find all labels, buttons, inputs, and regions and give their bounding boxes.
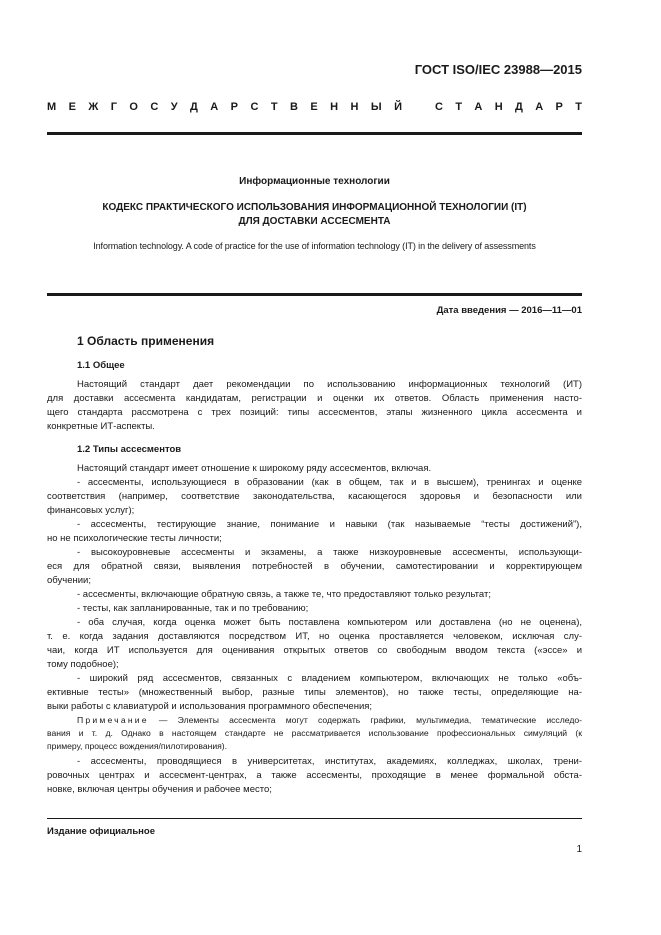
english-title: Information technology. A code of practice for the use of information technology (IT) in the delivery of assessments xyxy=(93,241,536,251)
section-heading: 1 Область применения xyxy=(77,334,215,348)
header-rule xyxy=(47,132,582,135)
note-label: Примечание xyxy=(77,715,149,725)
note-line: вания и т. д. Однако в настоящем стандарте не рассматривается использование профессиональных симуляций (к xyxy=(47,728,582,738)
banner-letter: Т xyxy=(455,101,463,113)
text-line: соответствия (например, соответствие законодательства, касающегося здоровья и безопасности или xyxy=(47,491,582,502)
banner-letter: М xyxy=(47,101,57,113)
text-line: - высокоуровневые ассесменты и экзамены, а также низкоуровневые ассесменты, использующи- xyxy=(77,547,582,558)
banner-letter: Р xyxy=(555,101,563,113)
note-text: — Элементы ассесмента могут содержать графики, мультимедиа, тематические исследо- xyxy=(148,715,582,725)
banner-letter: А xyxy=(474,101,483,113)
page-number: 1 xyxy=(576,844,582,855)
text-line: - оба случая, когда оценка может быть поставлена компьютером или доставлена (но не оценена), xyxy=(77,617,582,628)
subsection-heading-types: 1.2 Типы ассесментов xyxy=(77,444,182,455)
text-line: финансовых услуг); xyxy=(47,505,135,516)
edition-label: Издание официальное xyxy=(47,826,155,837)
text-line: - ассесменты, включающие обратную связь, а также те, что предоставляют только результат; xyxy=(77,589,491,600)
effective-date: Дата введения — 2016—11—01 xyxy=(436,305,582,316)
banner-letter: С xyxy=(435,101,443,113)
banner-letter: А xyxy=(210,101,219,113)
banner-letter: Ж xyxy=(88,101,99,113)
subject-title: Информационные технологии xyxy=(239,176,390,187)
text-line: еся для обратной связи, выявления потребностей в обучении, самотестировании и корректирующем xyxy=(47,561,582,572)
banner-letter: С xyxy=(150,101,159,113)
types-list xyxy=(47,462,582,714)
document-title-line: ДЛЯ ДОСТАВКИ АССЕСМЕНТА xyxy=(238,216,391,227)
note-block xyxy=(47,714,582,753)
note-line xyxy=(47,714,582,727)
banner-word-standard xyxy=(435,101,582,113)
standard-code: ГОСТ ISO/IEC 23988—2015 xyxy=(414,62,582,77)
subsection-heading-general: 1.1 Общее xyxy=(77,360,125,371)
document-title-line: КОДЕКС ПРАКТИЧЕСКОГО ИСПОЛЬЗОВАНИЯ ИНФОРМАЦИОННОЙ ТЕХНОЛОГИИ (IT) xyxy=(102,202,527,213)
banner-letter: Д xyxy=(190,101,198,113)
text-line: Настоящий стандарт дает рекомендации по использованию информационных технологий (ИТ) xyxy=(77,379,582,390)
banner-letter: Е xyxy=(68,101,76,113)
text-line: - широкий ряд ассесментов, связанных с владением компьютером, включающих не только «объ- xyxy=(77,673,582,684)
banner-letter: Т xyxy=(270,101,278,113)
text-line: обучении; xyxy=(47,575,91,586)
text-line: тому подобное); xyxy=(47,659,119,670)
banner-letter: Е xyxy=(310,101,318,113)
text-line: т. е. когда задания доставляются посредством ИТ, но оценка проставляется человеком, исключая слу- xyxy=(47,631,582,642)
note-line: примеру, процесс вождения/пилотирования). xyxy=(47,741,228,751)
text-line: ровочных центрах и ассесмент-центрах, а также ассесменты, проходящие в менее формальной обста- xyxy=(47,770,582,781)
banner-letter: Н xyxy=(330,101,339,113)
text-line: но не психологические тесты личности; xyxy=(47,533,222,544)
standard-banner xyxy=(47,101,582,113)
banner-letter: Г xyxy=(110,101,117,113)
footer-rule xyxy=(47,818,582,819)
banner-letter: Н xyxy=(494,101,503,113)
text-line: ективные тесты» (множественный выбор, разные типы элементов), но также тесты, определяющие на- xyxy=(47,687,582,698)
text-line: выки работы с клавиатурой и использования программного обеспечения; xyxy=(47,701,373,712)
banner-letter: У xyxy=(170,101,178,113)
text-line: - тесты, как запланированные, так и по требованию; xyxy=(77,603,309,614)
text-line: - ассесменты, использующиеся в образовании (как в общем, так и в высшем), тренингах и оценке xyxy=(77,477,582,488)
text-line: - ассесменты, тестирующие знание, понимание и навыки (так называемые “тесты достижений”), xyxy=(77,519,582,530)
banner-letter: В xyxy=(289,101,298,113)
banner-letter: Ы xyxy=(370,101,382,113)
banner-letter: С xyxy=(250,101,259,113)
banner-word-interstate xyxy=(47,101,402,113)
banner-letter: Д xyxy=(515,101,523,113)
banner-letter: А xyxy=(535,101,544,113)
title-rule xyxy=(47,293,582,296)
text-line: для доставки ассесмента кандидатам, регистрации и оценки их ответов. Область применения насто- xyxy=(47,393,582,404)
banner-letter: О xyxy=(129,101,138,113)
banner-letter: Т xyxy=(575,101,582,113)
text-line: новке, включая центры обучения и рабочее место; xyxy=(47,784,272,795)
banner-letter: Й xyxy=(394,101,402,113)
banner-letter: Р xyxy=(230,101,239,113)
text-line: - ассесменты, проводящиеся в университетах, институтах, академиях, колледжах, школах, трени- xyxy=(77,756,582,767)
banner-letter: Н xyxy=(350,101,359,113)
text-line: щего стандарта рассмотрена с трех позиций: типы ассесментов, этапы жизненного цикла ассесмента и xyxy=(47,407,582,418)
text-line: конкретные ИТ-аспекты. xyxy=(47,421,155,432)
continuation-list xyxy=(47,755,582,797)
general-paragraph xyxy=(47,378,582,434)
document-title xyxy=(47,201,582,229)
text-line: Настоящий стандарт имеет отношение к широкому ряду ассесментов, включая. xyxy=(77,463,432,474)
text-line: чаи, когда ИТ используется для оценивания открытых ответов со свободным вводом текста («эссе» и xyxy=(47,645,582,656)
